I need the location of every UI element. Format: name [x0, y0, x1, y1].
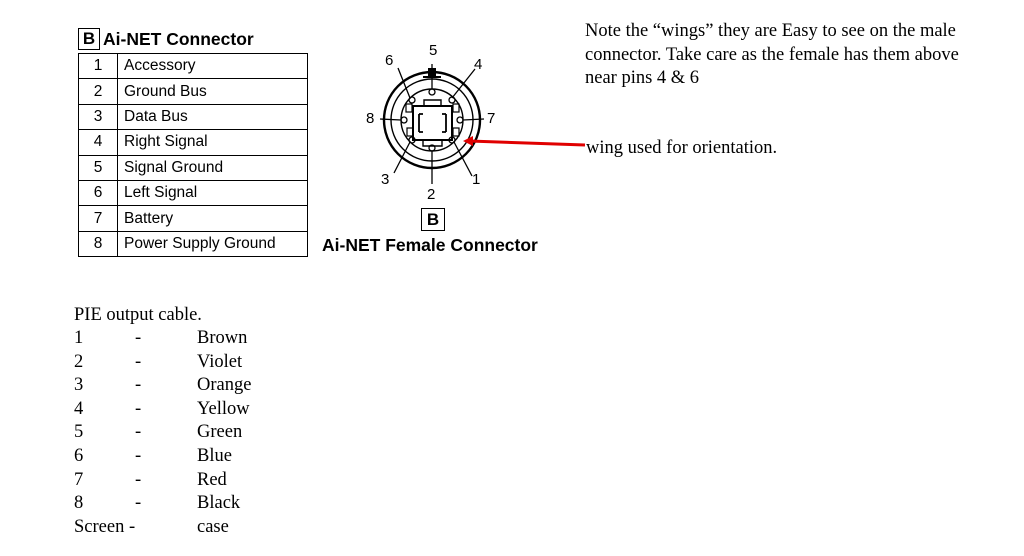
- pin-number-cell: 5: [79, 155, 118, 180]
- pin-function-cell: Signal Ground: [118, 155, 308, 180]
- pie-pin: 6: [74, 445, 84, 466]
- pie-wire-color: Red: [197, 469, 227, 490]
- pie-wire-color: case: [197, 516, 229, 537]
- pie-cable-title: PIE output cable.: [74, 305, 202, 325]
- pin-label-5: 5: [429, 42, 438, 59]
- pie-pin: 7: [74, 469, 84, 490]
- pie-pin: 1: [74, 328, 84, 348]
- pin-table-row: [79, 54, 308, 79]
- pin-function-cell: Data Bus: [118, 104, 308, 129]
- pie-wire-color: Brown: [197, 328, 248, 348]
- pie-cable-row: [74, 327, 248, 351]
- pie-wire-color: Orange: [197, 375, 252, 396]
- pin-number-cell: 6: [79, 180, 118, 205]
- pie-pin: 2: [74, 351, 84, 372]
- connector-table-title: [78, 27, 308, 51]
- pin-number-cell: 8: [79, 231, 118, 256]
- wing-orientation-label: wing used for orientation.: [586, 138, 778, 158]
- pin-number-cell: 3: [79, 104, 118, 129]
- pin-label-1: 1: [472, 171, 481, 188]
- pie-dash: -: [135, 469, 142, 490]
- pie-dash: -: [135, 398, 142, 419]
- pin-table-row: [79, 180, 308, 205]
- pie-dash: -: [135, 422, 142, 443]
- pin-table-row: [79, 79, 308, 104]
- pin-function-cell: Accessory: [118, 54, 308, 79]
- pie-cable-row: [74, 421, 243, 445]
- pin-table-row: [79, 231, 308, 256]
- pie-cable-row: [74, 469, 227, 493]
- pie-dash: -: [135, 328, 142, 348]
- pie-output-cable-list: [74, 303, 252, 539]
- pie-wire-color: Yellow: [197, 398, 250, 419]
- pie-pin: 3: [74, 375, 84, 396]
- connector-title-text: Ai-NET Connector: [103, 28, 254, 49]
- pin-table-row: [79, 206, 308, 231]
- wings-note: Note the “wings” they are Easy to see on the male connector. Take care as the female has them above near pins 4 & 6: [585, 21, 959, 89]
- pin-number-cell: 2: [79, 79, 118, 104]
- pie-dash: -: [135, 375, 142, 396]
- pie-wire-color: Green: [197, 422, 243, 443]
- pin-function-cell: Power Supply Ground: [118, 231, 308, 256]
- pin-number-cell: 1: [79, 54, 118, 79]
- pin-label-4: 4: [474, 56, 483, 73]
- pie-cable-row: [74, 492, 241, 516]
- pin-table: [78, 53, 308, 257]
- connector-badge: B: [78, 28, 100, 50]
- pie-cable-row: [74, 351, 243, 375]
- pie-dash: -: [135, 493, 142, 514]
- pin-function-cell: Right Signal: [118, 130, 308, 155]
- pin-function-cell: Battery: [118, 206, 308, 231]
- pie-wire-color: Violet: [197, 351, 243, 372]
- pie-wire-color: Blue: [197, 445, 232, 466]
- pin-label-6: 6: [385, 52, 394, 69]
- connector-pin-table-block: [78, 27, 308, 257]
- pin-label-7: 7: [487, 110, 496, 127]
- pin-number-cell: 7: [79, 206, 118, 231]
- pie-cable-row: [74, 445, 232, 469]
- pie-pin: 8: [74, 493, 84, 514]
- pin-table-row: [79, 130, 308, 155]
- female-connector-caption: Ai-NET Female Connector: [322, 235, 538, 255]
- pin-table-row: [79, 104, 308, 129]
- pie-pin: 4: [74, 398, 84, 419]
- pie-cable-row: [74, 398, 250, 422]
- pin-label-3: 3: [381, 171, 390, 188]
- pin-number-cell: 4: [79, 130, 118, 155]
- pin-table-row: [79, 155, 308, 180]
- pie-dash: -: [135, 445, 142, 466]
- pie-cable-row: [74, 516, 229, 540]
- orientation-arrow: [455, 125, 595, 155]
- pie-wire-color: Black: [197, 493, 241, 514]
- pin-function-cell: Ground Bus: [118, 79, 308, 104]
- pie-dash: -: [135, 351, 142, 372]
- pie-cable-row: [74, 374, 252, 398]
- pin-label-8: 8: [366, 110, 375, 127]
- diagram-badge: B: [421, 208, 445, 231]
- pin-label-2: 2: [427, 186, 436, 203]
- pie-pin: Screen -: [74, 516, 136, 537]
- pin-function-cell: Left Signal: [118, 180, 308, 205]
- pie-pin: 5: [74, 422, 84, 443]
